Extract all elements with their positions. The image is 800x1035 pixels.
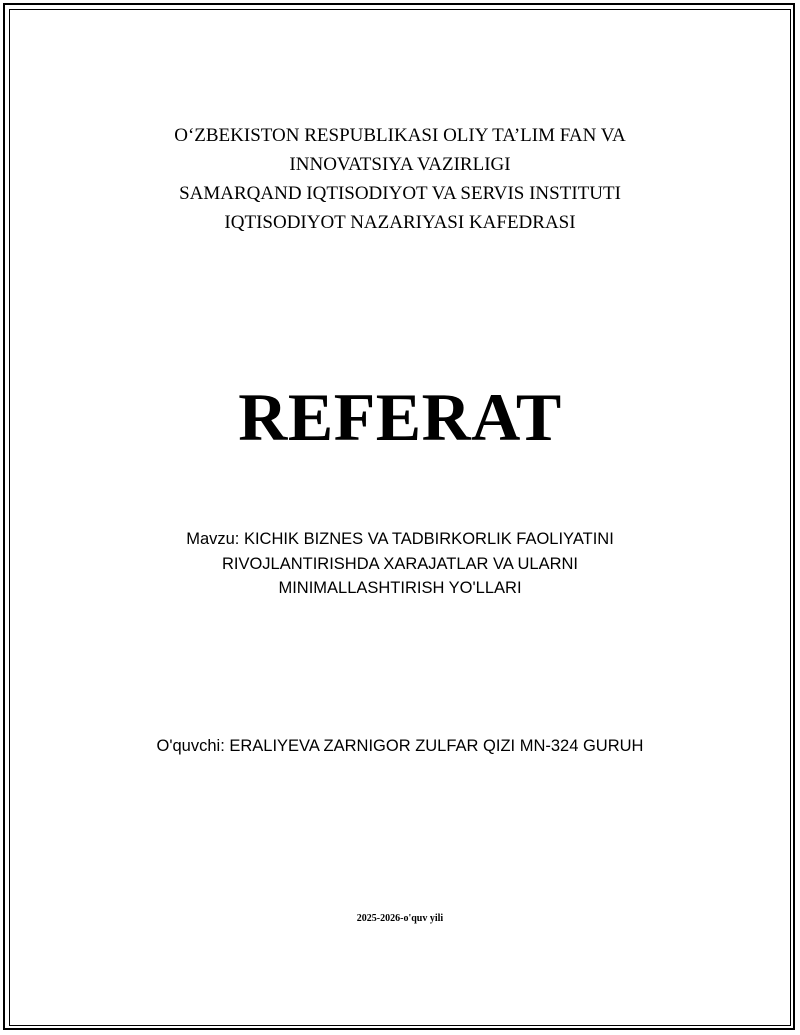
header-line: IQTISODIYOT NAZARIYASI KAFEDRASI (224, 212, 576, 233)
header-line: SAMARQAND IQTISODIYOT VA SERVIS INSTITUTI (179, 183, 621, 204)
academic-year: 2025-2026-o'quv yili (356, 913, 444, 924)
institution-header (0, 121, 800, 237)
topic-line: Mavzu: KICHIK BIZNES VA TADBIRKORLIK FAOLIYATINI (186, 530, 614, 548)
document-title: REFERAT (238, 379, 562, 455)
student-info: O'quvchi: ERALIYEVA ZARNIGOR ZULFAR QIZI MN-324 GURUH (156, 737, 644, 755)
topic-line: MINIMALLASHTIRISH YO'LLARI (278, 579, 522, 597)
header-line: O‘ZBEKISTON RESPUBLIKASI OLIY TA’LIM FAN VA (174, 125, 626, 146)
topic-block (0, 527, 800, 601)
topic-line: RIVOJLANTIRISHDA XARAJATLAR VA ULARNI (221, 554, 579, 573)
header-line: INNOVATSIYA VAZIRLIGI (289, 154, 511, 175)
